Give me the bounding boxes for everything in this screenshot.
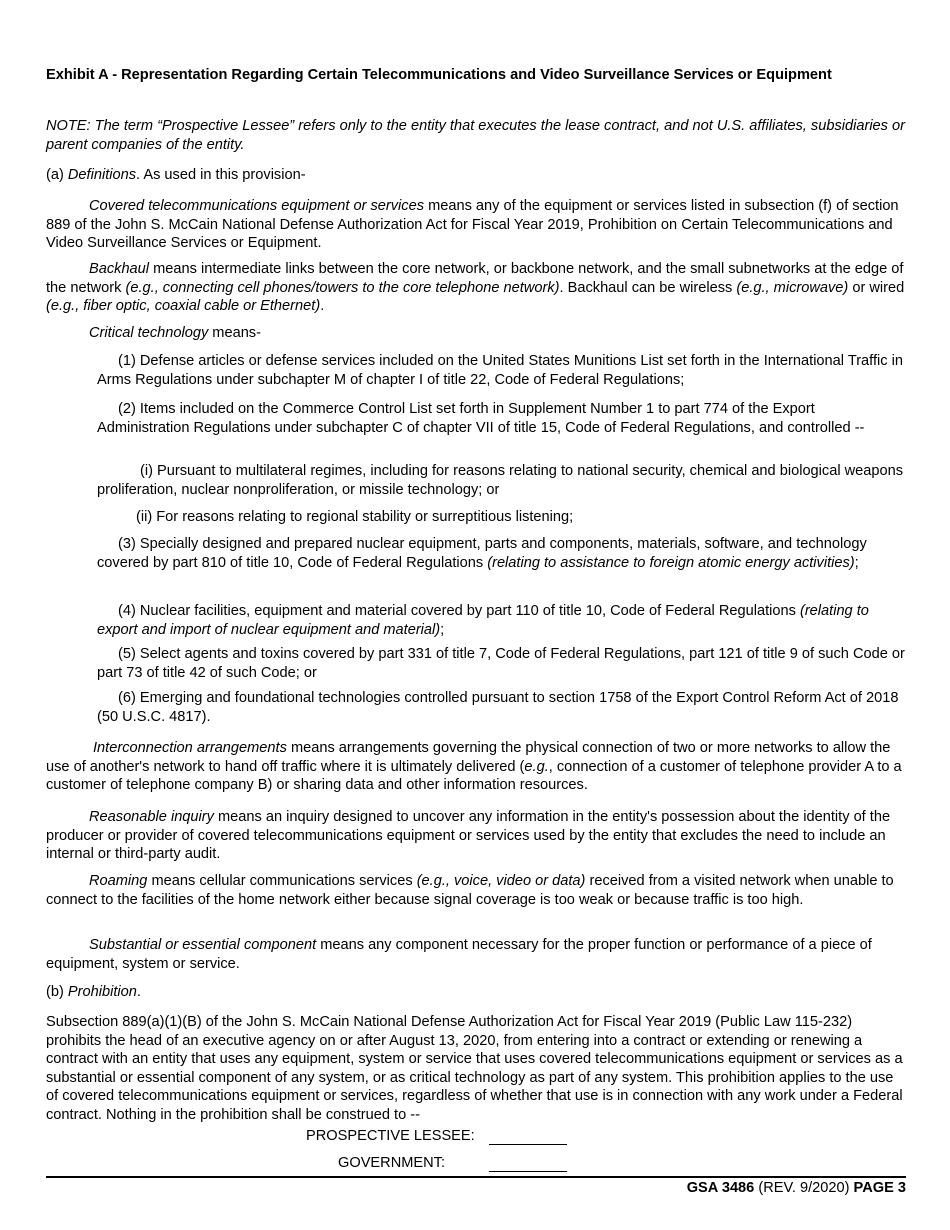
definition-substantial-component: Substantial or essential component means any component necessary for the proper function or performance of a piece of equipment, system or service. (46, 937, 872, 972)
note-paragraph: NOTE: The term “Prospective Lessee” refers only to the entity that executes the lease contract, and not U.S. affiliates, subsidiaries or parent companies of the entity. (46, 118, 906, 153)
government-initial-line[interactable] (489, 1171, 567, 1172)
definition-reasonable-inquiry: Reasonable inquiry means an inquiry designed to uncover any information in the entity's possession about the identity of the producer or provider of covered telecommunications equipment or services used by the entity that excludes the need to include an internal or third-party audit. (46, 809, 891, 863)
page-footer: GSA 3486 (REV. 9/2020) PAGE 3 (686, 1180, 906, 1196)
definition-roaming: Roaming means cellular communications services (e.g., voice, video or data) received from a visited network when unable to connect to the facilities of the home network either because signal coverage is too weak or because traffic is too high. (46, 873, 894, 908)
section-b-heading: (b) Prohibition. (46, 984, 141, 1000)
exhibit-title: Exhibit A - Representation Regarding Certain Telecommunications and Video Surveillance Services or Equipment (46, 67, 832, 83)
prospective-lessee-initial-line[interactable] (489, 1144, 567, 1145)
government-label: GOVERNMENT: (338, 1155, 446, 1171)
critical-item-6: (6) Emerging and foundational technologies controlled pursuant to section 1758 of the Export Control Reform Act of 2018 (50 U.S.C. 4817). (97, 690, 899, 725)
critical-item-2: (2) Items included on the Commerce Control List set forth in Supplement Number 1 to part 774 of the Export Administration Regulations under subchapter C of chapter VII of title 15, Code of Federal Regulations, and controlled -- (97, 401, 865, 436)
critical-item-3: (3) Specially designed and prepared nuclear equipment, parts and components, materials, software, and technology covered by part 810 of title 10, Code of Federal Regulations (relating to assistance to foreign atomic energy activities); (97, 536, 867, 571)
critical-item-2-i: (i) Pursuant to multilateral regimes, including for reasons relating to national security, chemical and biological weapons proliferation, nuclear nonproliferation, or missile technology; or (97, 463, 904, 498)
definition-critical-technology: Critical technology means- (89, 325, 261, 341)
critical-item-4: (4) Nuclear facilities, equipment and material covered by part 110 of title 10, Code of Federal Regulations (relating to export and import of nuclear equipment and material); (97, 603, 869, 638)
footer-divider (46, 1176, 906, 1178)
critical-item-2-ii: (ii) For reasons relating to regional stability or surreptitious listening; (136, 509, 574, 525)
prohibition-paragraph: Subsection 889(a)(1)(B) of the John S. McCain National Defense Authorization Act for Fiscal Year 2019 (Public Law 115-232) prohibits the head of an executive agency on or after August 13, 2020, from entering into a contract or extending or renewing a contract with an entity that uses any equipment, system or service that uses covered telecommunications equipment or services as a substantial or essential component of any system, or as critical technology as part of any system. This prohibition applies to the use of covered telecommunications equipment or services, regardless of whether that use is in connection with any work under a Federal contract. Nothing in the prohibition shall be construed to -- (46, 1014, 903, 1123)
definition-covered: Covered telecommunications equipment or services means any of the equipment or services listed in subsection (f) of section 889 of the John S. McCain National Defense Authorization Act for Fiscal Year 2019, Prohibition on Certain Telecommunications and Video Surveillance Services or Equipment. (46, 198, 899, 252)
critical-item-1: (1) Defense articles or defense services included on the United States Munitions List set forth in the International Traffic in Arms Regulations under subchapter M of chapter I of title 22, Code of Federal Regulations; (97, 353, 903, 388)
section-a-heading: (a) Definitions. As used in this provision- (46, 167, 306, 183)
critical-item-5: (5) Select agents and toxins covered by part 331 of title 7, Code of Federal Regulations, part 121 of title 9 of such Code or part 73 of title 42 of such Code; or (97, 646, 905, 681)
document-page (46, 0, 906, 1230)
prospective-lessee-label: PROSPECTIVE LESSEE: (306, 1128, 475, 1144)
definition-backhaul: Backhaul means intermediate links between the core network, or backbone network, and the small subnetworks at the edge of the network (e.g., connecting cell phones/towers to the core telephone network). Backhaul can be wireless (e.g., microwave) or wired (e.g., fiber optic, coaxial cable or Ethernet). (46, 261, 905, 315)
definition-interconnection: Interconnection arrangements means arrangements governing the physical connection of two or more networks to allow the use of another's network to hand off traffic where it is ultimately delivered (e.g., connection of a customer of telephone provider A to a customer of telephone company B) or sharing data and other information resources. (46, 740, 902, 794)
